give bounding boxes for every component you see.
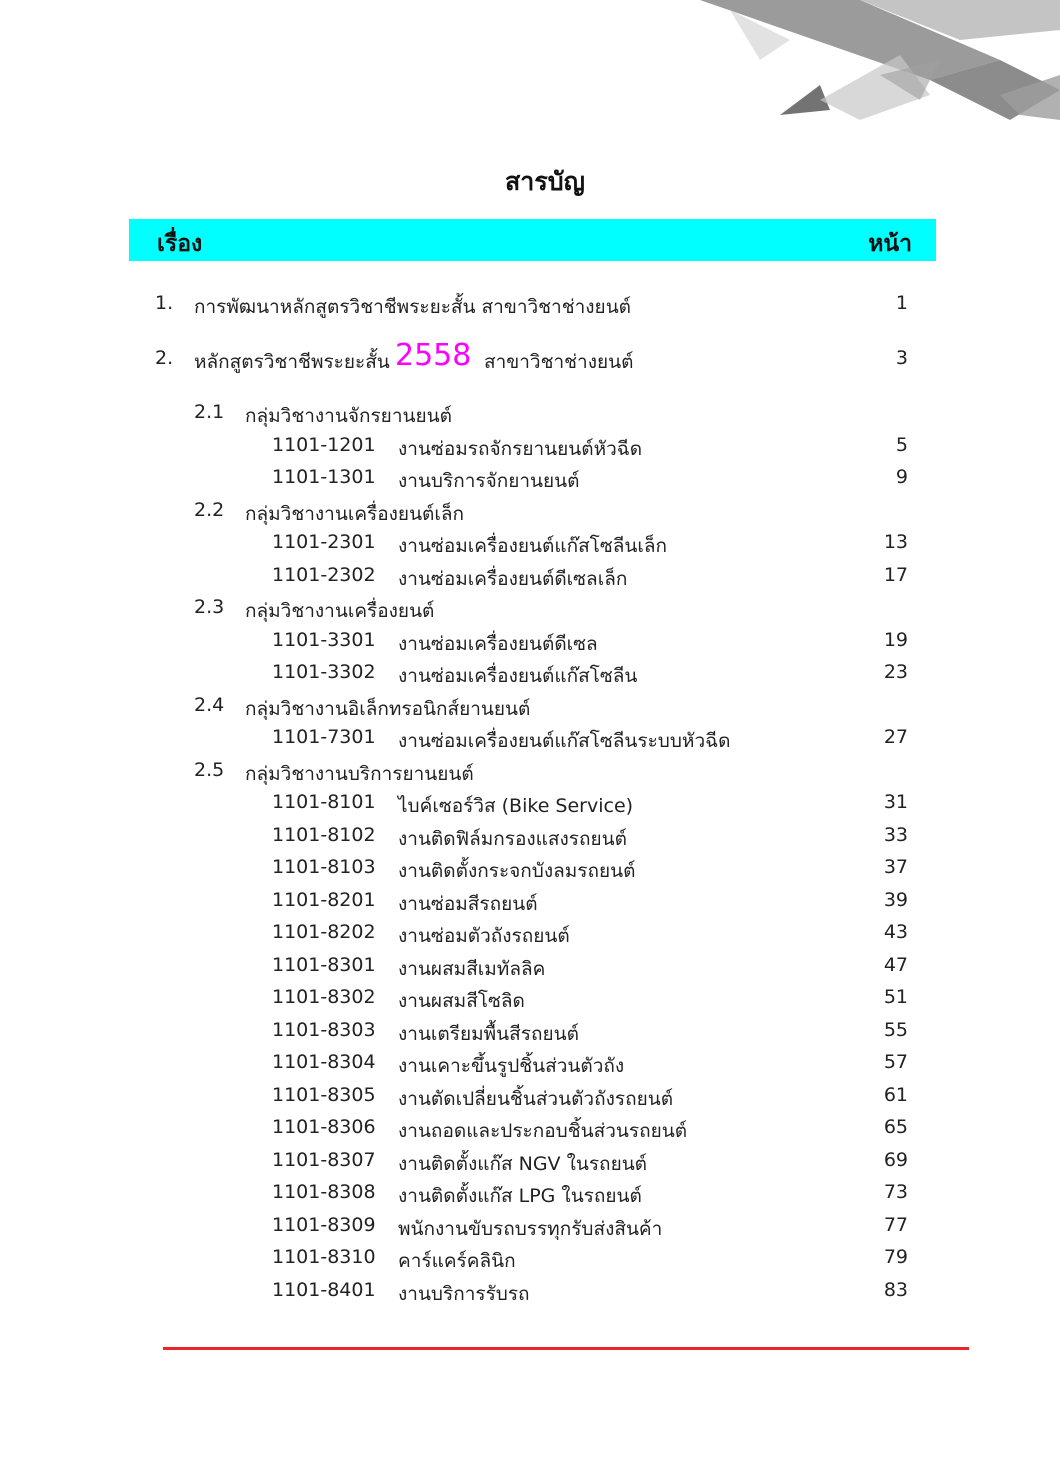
page-number: 9 xyxy=(895,466,908,488)
page-number: 65 xyxy=(883,1116,908,1138)
course-code: 1101-8310 xyxy=(272,1246,376,1268)
course-name: งานติดฟิล์มกรองแสงรถยนต์ xyxy=(398,828,627,850)
group-number: 2.3 xyxy=(194,596,225,618)
page-number: 13 xyxy=(883,531,908,553)
course-code: 1101-8102 xyxy=(272,824,376,846)
toc-item[interactable] xyxy=(0,661,1060,691)
course-name: งานติดตั้งแก๊ส NGV ในรถยนต์ xyxy=(398,1153,648,1175)
course-code: 1101-8301 xyxy=(272,954,376,976)
curriculum-year: 2558 xyxy=(395,338,472,373)
page-number: 1 xyxy=(895,292,908,314)
footer-rule xyxy=(163,1347,969,1350)
course-code: 1101-8304 xyxy=(272,1051,376,1073)
section-number: 1. xyxy=(155,292,174,314)
course-name: งานผสมสีเมทัลลิค xyxy=(398,958,546,980)
section-title-suffix: สาขาวิชาช่างยนต์ xyxy=(484,351,634,373)
toc-item[interactable] xyxy=(0,726,1060,756)
course-name: งานบริการรับรถ xyxy=(398,1283,530,1305)
section-title: หลักสูตรวิชาชีพระยะสั้น xyxy=(194,351,390,373)
toc-section-2[interactable] xyxy=(0,338,1060,377)
toc-item[interactable] xyxy=(0,1116,1060,1146)
course-name: งานเตรียมพื้นสีรถยนต์ xyxy=(398,1023,579,1045)
course-name: งานซ่อมเครื่องยนต์แก๊สโซลีน xyxy=(398,665,638,687)
course-code: 1101-1201 xyxy=(272,434,376,456)
page-number: 33 xyxy=(883,824,908,846)
toc-item[interactable] xyxy=(0,564,1060,594)
course-code: 1101-8305 xyxy=(272,1084,376,1106)
course-name: งานตัดเปลี่ยนชิ้นส่วนตัวถังรถยนต์ xyxy=(398,1088,674,1110)
course-name: งานบริการจักยานยนต์ xyxy=(398,470,580,492)
section-number: 2. xyxy=(155,347,174,369)
page-number: 69 xyxy=(883,1149,908,1171)
page-number: 17 xyxy=(883,564,908,586)
page-number: 37 xyxy=(883,856,908,878)
course-name: งานซ่อมเครื่องยนต์แก๊สโซลีนระบบหัวฉีด xyxy=(398,730,731,752)
toc-item[interactable] xyxy=(0,791,1060,821)
toc-item[interactable] xyxy=(0,889,1060,919)
course-name: งานติดตั้งกระจกบังลมรถยนต์ xyxy=(398,860,636,882)
course-code: 1101-8307 xyxy=(272,1149,376,1171)
course-name: งานผสมสีโซลิด xyxy=(398,990,525,1012)
page-number: 31 xyxy=(883,791,908,813)
page-number: 5 xyxy=(895,434,908,456)
course-code: 1101-8101 xyxy=(272,791,376,813)
course-name: งานซ่อมตัวถังรถยนต์ xyxy=(398,925,570,947)
course-code: 1101-8401 xyxy=(272,1279,376,1301)
course-code: 1101-2301 xyxy=(272,531,376,553)
toc-header-bar xyxy=(129,219,936,261)
page-number: 19 xyxy=(883,629,908,651)
page-number: 83 xyxy=(883,1279,908,1301)
course-name: งานซ่อมเครื่องยนต์ดีเซลเล็ก xyxy=(398,568,628,590)
course-code: 1101-1301 xyxy=(272,466,376,488)
toc-group-2-1[interactable] xyxy=(0,401,1060,431)
group-number: 2.4 xyxy=(194,694,225,716)
toc-item[interactable] xyxy=(0,921,1060,951)
course-name: คาร์แคร์คลินิก xyxy=(398,1250,516,1272)
course-code: 1101-7301 xyxy=(272,726,376,748)
page-number: 39 xyxy=(883,889,908,911)
page-number: 55 xyxy=(883,1019,908,1041)
toc-group-2-3[interactable] xyxy=(0,596,1060,626)
course-name: งานซ่อมรถจักรยานยนต์หัวฉีด xyxy=(398,438,643,460)
course-name: งานซ่อมเครื่องยนต์ดีเซล xyxy=(398,633,598,655)
course-name: งานซ่อมเครื่องยนต์แก๊สโซลีนเล็ก xyxy=(398,535,668,557)
course-code: 1101-8303 xyxy=(272,1019,376,1041)
toc-item[interactable] xyxy=(0,1279,1060,1309)
toc-group-2-2[interactable] xyxy=(0,499,1060,529)
toc-item[interactable] xyxy=(0,1181,1060,1211)
course-name: งานถอดและประกอบชิ้นส่วนรถยนต์ xyxy=(398,1120,688,1142)
course-name: พนักงานขับรถบรรทุกรับส่งสินค้า xyxy=(398,1218,663,1240)
group-label: กลุ่มวิชางานเครื่องยนต์ xyxy=(245,600,435,622)
group-label: กลุ่มวิชางานอิเล็กทรอนิกส์ยานยนต์ xyxy=(245,698,531,720)
course-name: ไบค์เซอร์วิส (Bike Service) xyxy=(398,795,634,817)
course-code: 1101-8103 xyxy=(272,856,376,878)
toc-item[interactable] xyxy=(0,954,1060,984)
toc-item[interactable] xyxy=(0,434,1060,464)
group-label: กลุ่มวิชางานเครื่องยนต์เล็ก xyxy=(245,503,465,525)
toc-item[interactable] xyxy=(0,531,1060,561)
toc-section-1[interactable] xyxy=(0,292,1060,322)
course-code: 1101-8201 xyxy=(272,889,376,911)
section-title: การพัฒนาหลักสูตรวิชาชีพระยะสั้น สาขาวิชาช่างยนต์ xyxy=(194,296,632,318)
toc-item[interactable] xyxy=(0,1149,1060,1179)
page-number: 51 xyxy=(883,986,908,1008)
page-number: 27 xyxy=(883,726,908,748)
group-number: 2.2 xyxy=(194,499,225,521)
course-code: 1101-8306 xyxy=(272,1116,376,1138)
page-title: สารบัญ xyxy=(505,167,585,196)
course-code: 1101-8202 xyxy=(272,921,376,943)
toc-item[interactable] xyxy=(0,1214,1060,1244)
toc-item[interactable] xyxy=(0,1246,1060,1276)
page-number: 77 xyxy=(883,1214,908,1236)
page-number: 61 xyxy=(883,1084,908,1106)
toc-group-2-4[interactable] xyxy=(0,694,1060,724)
course-name: งานซ่อมสีรถยนต์ xyxy=(398,893,538,915)
page-number: 47 xyxy=(883,954,908,976)
course-code: 1101-8309 xyxy=(272,1214,376,1236)
toc-item[interactable] xyxy=(0,1051,1060,1081)
toc-item[interactable] xyxy=(0,629,1060,659)
toc-item[interactable] xyxy=(0,1084,1060,1114)
group-number: 2.1 xyxy=(194,401,225,423)
course-name: งานเคาะขึ้นรูปชิ้นส่วนตัวถัง xyxy=(398,1055,625,1077)
page-number: 73 xyxy=(883,1181,908,1203)
toc-item[interactable] xyxy=(0,856,1060,886)
group-number: 2.5 xyxy=(194,759,225,781)
course-code: 1101-2302 xyxy=(272,564,376,586)
toc-item[interactable] xyxy=(0,1019,1060,1049)
course-code: 1101-8302 xyxy=(272,986,376,1008)
group-label: กลุ่มวิชางานจักรยานยนต์ xyxy=(245,405,452,427)
header-page-label: หน้า xyxy=(868,231,912,257)
toc-group-2-5[interactable] xyxy=(0,759,1060,789)
page-number: 79 xyxy=(883,1246,908,1268)
toc-item[interactable] xyxy=(0,986,1060,1016)
page-number: 3 xyxy=(895,347,908,369)
course-code: 1101-8308 xyxy=(272,1181,376,1203)
page-number: 43 xyxy=(883,921,908,943)
group-label: กลุ่มวิชางานบริการยานยนต์ xyxy=(245,763,474,785)
course-code: 1101-3301 xyxy=(272,629,376,651)
page-number: 23 xyxy=(883,661,908,683)
course-name: งานติดตั้งแก๊ส LPG ในรถยนต์ xyxy=(398,1185,642,1207)
toc-item[interactable] xyxy=(0,824,1060,854)
header-topic-label: เรื่อง xyxy=(157,231,203,257)
page-number: 57 xyxy=(883,1051,908,1073)
toc-item[interactable] xyxy=(0,466,1060,496)
course-code: 1101-3302 xyxy=(272,661,376,683)
